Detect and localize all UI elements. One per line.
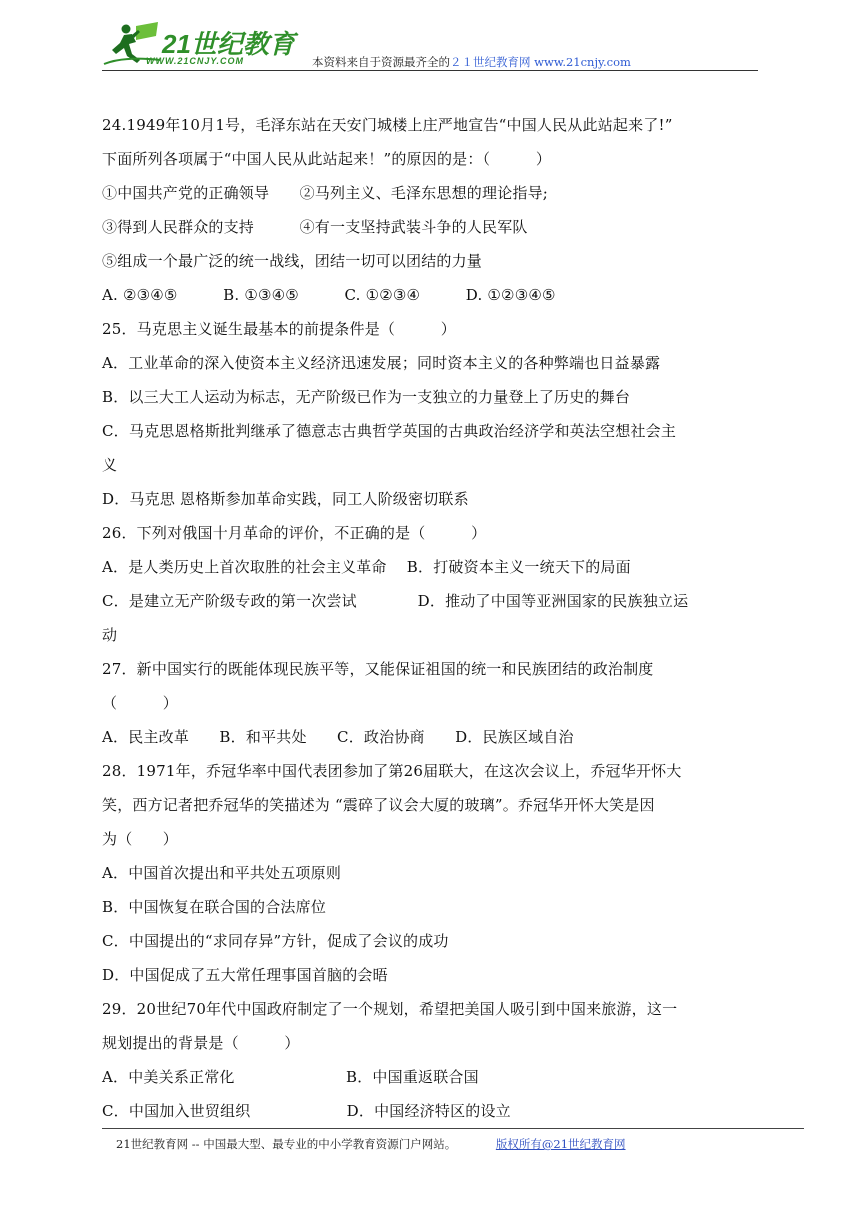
- question-line: （ ）: [102, 694, 179, 712]
- question-line: D．中国促成了五大常任理事国首脑的会晤: [102, 966, 388, 984]
- question-27: [102, 652, 762, 754]
- header-divider: [102, 70, 758, 71]
- tagline-prefix: 本资料来自于资源最齐全的: [312, 55, 450, 69]
- footer-divider: [102, 1128, 804, 1129]
- question-24: [102, 108, 762, 312]
- question-29: [102, 992, 762, 1128]
- question-stem: 24.1949年10月1号，毛泽东站在天安门城楼上庄严地宣告“中国人民从此站起来了!”: [102, 116, 673, 134]
- question-line: B．以三大工人运动为标志，无产阶级已作为一支独立的力量登上了历史的舞台: [102, 388, 631, 406]
- question-line: C．中国提出的“求同存异”方针，促成了会议的成功: [102, 932, 449, 950]
- question-stem: 25．马克思主义诞生最基本的前提条件是（ ）: [102, 320, 456, 338]
- site-logo[interactable]: [102, 18, 302, 72]
- question-line: A．中国首次提出和平共处五项原则: [102, 864, 342, 882]
- question-28: [102, 754, 762, 992]
- tagline-url[interactable]: www.21cnjy.com: [534, 55, 631, 69]
- question-list: [102, 108, 762, 1128]
- footer-copyright-link[interactable]: 版权所有@21世纪教育网: [495, 1137, 626, 1151]
- question-stem: 28．1971年，乔冠华率中国代表团参加了第26届联大，在这次会议上，乔冠华开怀大: [102, 762, 682, 780]
- question-25: [102, 312, 762, 516]
- page-header: [102, 18, 758, 72]
- logo-url-text: WWW.21CNJY.COM: [146, 56, 245, 66]
- question-line: 义: [102, 456, 118, 474]
- question-line: ⑤组成一个最广泛的统一战线，团结一切可以团结的力量: [102, 252, 483, 270]
- tagline-site[interactable]: ２１世纪教育网: [450, 55, 531, 69]
- question-stem: 26．下列对俄国十月革命的评价，不正确的是（ ）: [102, 524, 487, 542]
- question-line: A．是人类历史上首次取胜的社会主义革命 B．打破资本主义一统天下的局面: [102, 558, 631, 576]
- question-line: 为（ ）: [102, 830, 179, 848]
- question-line: B．中国恢复在联合国的合法席位: [102, 898, 327, 916]
- question-line: A．民主改革 B．和平共处 C．政治协商 D．民族区域自治: [102, 728, 574, 746]
- footer-text: 21世纪教育网 -- 中国最大型、最专业的中小学教育资源门户网站。: [116, 1137, 457, 1151]
- question-line: 规划提出的背景是（ ）: [102, 1034, 300, 1052]
- question-stem: 27．新中国实行的既能体现民族平等，又能保证祖国的统一和民族团结的政治制度: [102, 660, 654, 678]
- question-line: C．是建立无产阶级专政的第一次尝试 D．推动了中国等亚洲国家的民族独立运: [102, 592, 689, 610]
- question-line: 动: [102, 626, 118, 644]
- question-26: [102, 516, 762, 652]
- question-line: 笑，西方记者把乔冠华的笑描述为 “震碎了议会大厦的玻璃”。乔冠华开怀大笑是因: [102, 796, 655, 814]
- page-footer: [116, 1136, 626, 1152]
- question-line: A．中美关系正常化 B．中国重返联合国: [102, 1068, 479, 1086]
- question-line: D．马克思 恩格斯参加革命实践，同工人阶级密切联系: [102, 490, 469, 508]
- question-line: 下面所列各项属于“中国人民从此站起来！”的原因的是：（ ）: [102, 150, 552, 168]
- question-line: A．工业革命的深入使资本主义经济迅速发展；同时资本主义的各种弊端也日益暴露: [102, 354, 661, 372]
- question-line: ①中国共产党的正确领导 ②马列主义、毛泽东思想的理论指导;: [102, 184, 549, 202]
- question-line: A. ②③④⑤ B. ①③④⑤ C. ①②③④ D. ①②③④⑤: [102, 286, 556, 304]
- question-line: C．中国加入世贸组织 D．中国经济特区的设立: [102, 1102, 511, 1120]
- question-stem: 29．20世纪70年代中国政府制定了一个规划，希望把美国人吸引到中国来旅游，这一: [102, 1000, 678, 1018]
- header-tagline: [312, 54, 631, 70]
- question-line: C．马克思恩格斯批判继承了德意志古典哲学英国的古典政治经济学和英法空想社会主: [102, 422, 677, 440]
- logo-brand-text: 21世纪教育: [162, 29, 295, 59]
- question-line: ③得到人民群众的支持 ④有一支坚持武装斗争的人民军队: [102, 218, 528, 236]
